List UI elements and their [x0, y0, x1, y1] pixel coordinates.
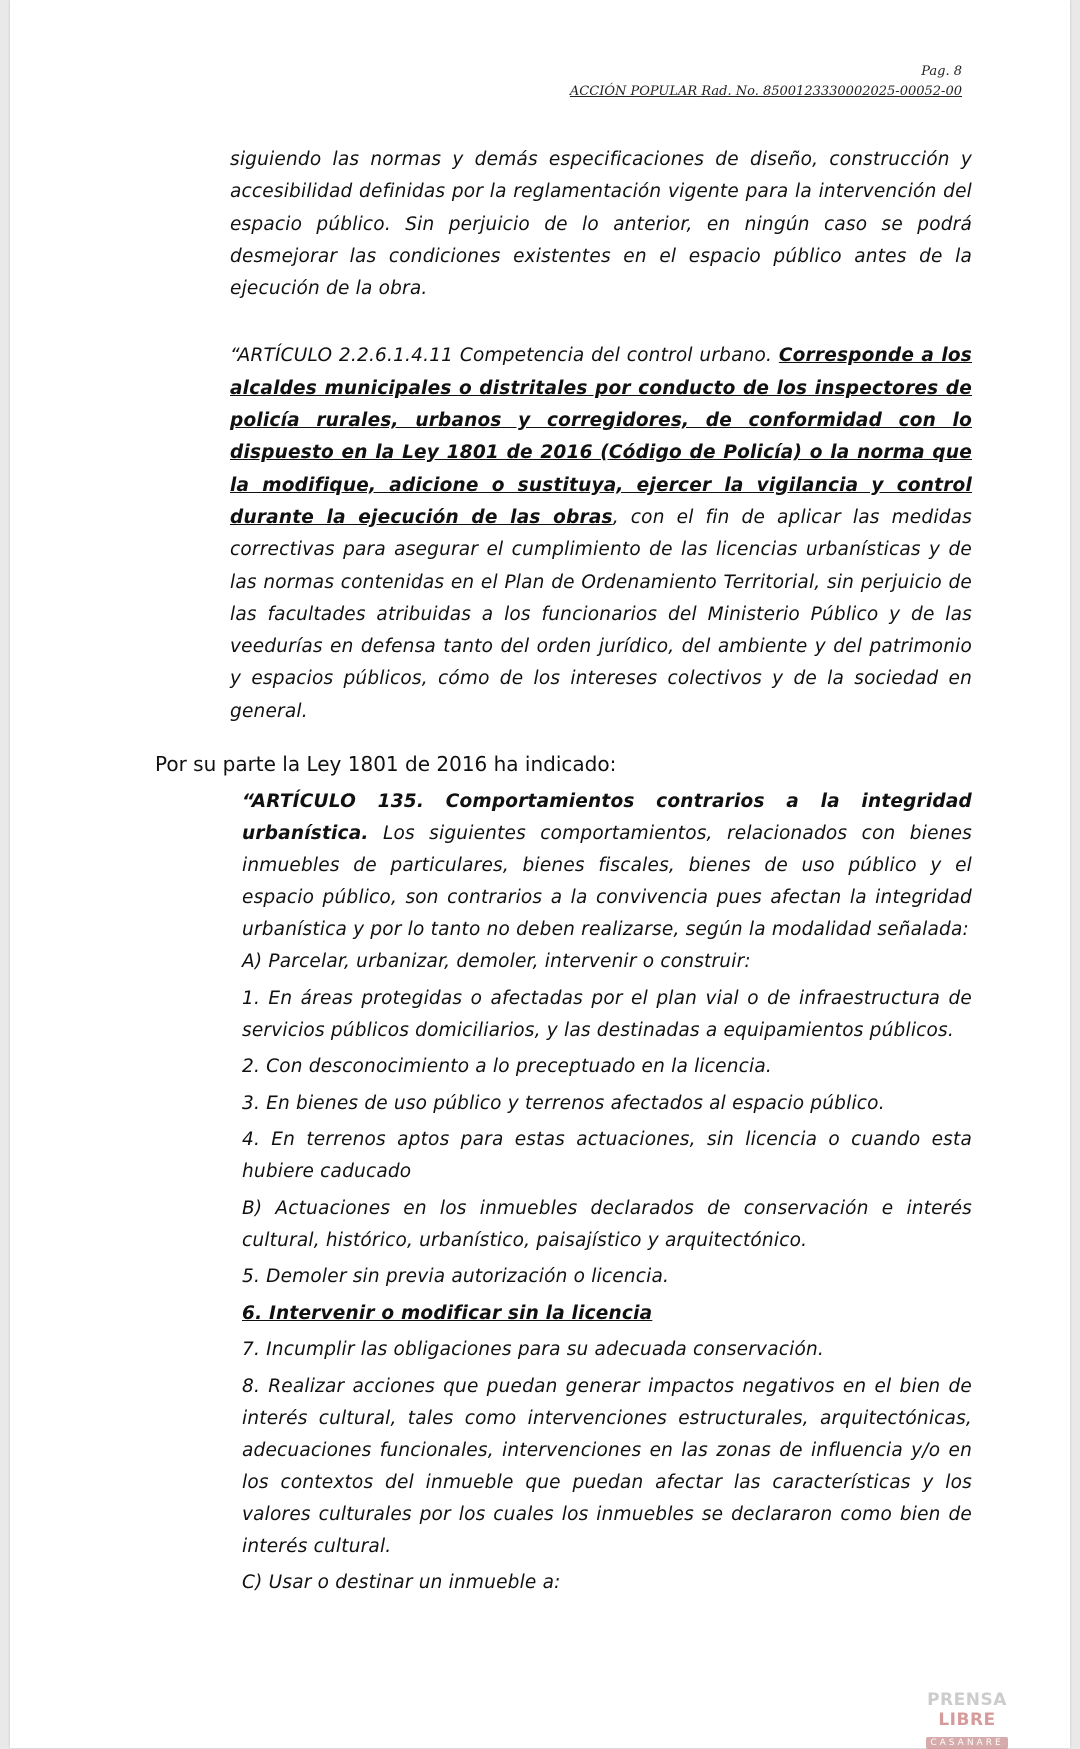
item-4: 4. En terrenos aptos para estas actuaciones, sin licencia o cuando esta hubiere caducado — [242, 1129, 972, 1182]
case-reference — [570, 82, 962, 102]
item-1: 1. En áreas protegidas o afectadas por el plan vial o de infraestructura de servicios públicos domiciliarios, y las destinadas a equipamientos públicos. — [242, 987, 972, 1041]
item-5: 5. Demoler sin previa autorización o licencia. — [242, 1266, 670, 1287]
article-intro: “ARTÍCULO 2.2.6.1.4.11 Competencia del control urbano. — [230, 345, 779, 367]
intro-line: Por su parte la Ley 1801 de 2016 ha indicado: — [155, 752, 617, 776]
item-8: 8. Realizar acciones que puedan generar impactos negativos en el bien de interés cultural, tales como intervenciones estructurales, arquitectónicas, adecuaciones funcionales, intervenciones en las zonas de influencia y/o en los contextos del inmueble que puedan afectar las características y los valores culturales por los cuales los inmuebles se declararon como bien de interés cultural. — [242, 1375, 972, 1557]
page-header — [570, 62, 962, 102]
section-c: C) Usar o destinar un inmueble a: — [242, 1572, 561, 1593]
article-rest: , con el fin de aplicar las medidas correctivas para asegurar el cumplimiento de las licencias urbanísticas y de las normas contenidas en el Plan de Ordenamiento Territorial, sin perjuicio de las facultades atribuidas a los funcionarios del Ministerio Público y de las veedurías en defensa tanto del orden jurídico, del ambiente y del patrimonio y espacios públicos, cómo de los intereses colectivos y de la sociedad en general. — [230, 506, 972, 722]
item-2: 2. Con desconocimiento a lo preceptuado en la licencia. — [242, 1056, 772, 1077]
watermark-libre: LIBRE — [938, 1710, 996, 1730]
article-135-text: Los siguientes comportamientos, relacionados con bienes inmuebles de particulares, bienes fiscales, bienes de uso público y el espacio público, son contrarios a la convivencia pues afectan la integridad urbanística y por lo tanto no deben realizarse, según la modalidad señalada: — [242, 823, 972, 940]
item-7: 7. Incumplir las obligaciones para su adecuada conservación. — [242, 1339, 824, 1360]
item-3: 3. En bienes de uso público y terrenos afectados al espacio público. — [242, 1092, 885, 1114]
case-rad: Rad. No. 8500123330002025-00052-00 — [701, 84, 962, 99]
document-page — [10, 0, 1070, 1748]
watermark-logo — [912, 1690, 1022, 1748]
item-6: 6. Intervenir o modificar sin la licencia — [242, 1302, 653, 1324]
watermark-prensa: PRENSA — [927, 1690, 1007, 1710]
section-a: A) Parcelar, urbanizar, demoler, intervenir o construir: — [242, 951, 751, 972]
article-underlined: Corresponde a los alcaldes municipales o distritales por conducto de los inspectores de policía rurales, urbanos y corregidores, de conformidad con lo dispuesto en la Ley 1801 de 2016 (Código de Policía) o la norma que la modifique, adicione o sustituya, ejercer la vigilancia y control durante la ejecución de las obras — [230, 345, 972, 528]
watermark-title — [912, 1690, 1022, 1730]
quoted-block-top — [230, 144, 972, 728]
case-prefix: ACCIÓN POPULAR — [569, 84, 702, 99]
article-paragraph — [230, 340, 972, 728]
section-b: B) Actuaciones en los inmuebles declarados de conservación e interés cultural, histórico, urbanístico, paisajístico y arquitectónico. — [242, 1197, 972, 1251]
watermark-region: CASANARE — [926, 1737, 1007, 1749]
article-135-title: “ARTÍCULO 135. Comportamientos contrarios a la integridad urbanística. — [242, 791, 972, 844]
law-quote-block — [242, 786, 972, 1599]
paragraph-continuation: siguiendo las normas y demás especificaciones de diseño, construcción y accesibilidad definidas por la reglamentación vigente para la intervención del espacio público. Sin perjuicio de lo anterior, en ningún caso se podrá desmejorar las condiciones existentes en el espacio público antes de la ejecución de la obra. — [230, 149, 972, 300]
page-number: Pag. 8 — [921, 64, 962, 79]
article-135 — [242, 786, 972, 946]
